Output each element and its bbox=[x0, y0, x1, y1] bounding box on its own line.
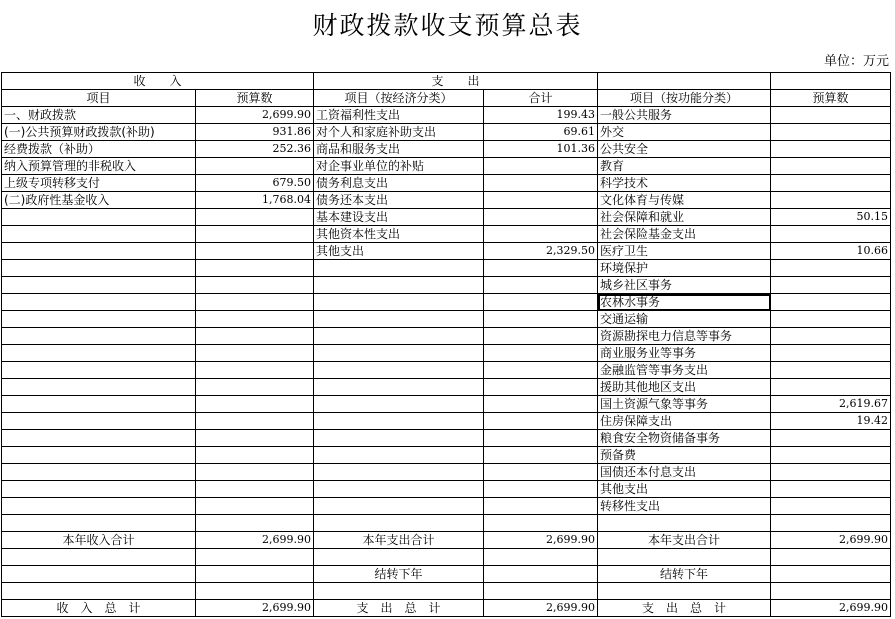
income-budget-cell[interactable] bbox=[196, 498, 314, 515]
economic-item-cell[interactable]: 对企事业单位的补贴 bbox=[314, 158, 484, 175]
table-cell[interactable] bbox=[2, 583, 196, 600]
table-row bbox=[2, 328, 891, 345]
table-row bbox=[2, 481, 891, 498]
table-row bbox=[2, 345, 891, 362]
table-cell[interactable] bbox=[196, 549, 314, 566]
functional-budget-cell[interactable] bbox=[771, 447, 891, 464]
functional-item-cell[interactable]: 粮食安全物资储备事务 bbox=[598, 430, 771, 447]
carry-forward-label[interactable]: 结转下年 bbox=[314, 566, 484, 583]
income-item-cell[interactable] bbox=[2, 226, 196, 243]
income-budget-cell[interactable] bbox=[196, 260, 314, 277]
grand-expense-label[interactable]: 支 出 总 计 bbox=[314, 600, 484, 617]
income-budget-cell[interactable] bbox=[196, 345, 314, 362]
col-header-budget[interactable]: 预算数 bbox=[196, 90, 314, 107]
carry-forward-row bbox=[2, 566, 891, 583]
income-budget-cell[interactable] bbox=[196, 379, 314, 396]
economic-total-cell[interactable] bbox=[484, 515, 598, 532]
economic-item-cell[interactable]: 其他资本性支出 bbox=[314, 226, 484, 243]
col-header-total[interactable]: 合计 bbox=[484, 90, 598, 107]
functional-budget-cell[interactable] bbox=[771, 379, 891, 396]
table-row bbox=[2, 447, 891, 464]
functional-item-cell[interactable]: 医疗卫生 bbox=[598, 243, 771, 260]
functional-item-cell[interactable]: 国土资源气象等事务 bbox=[598, 396, 771, 413]
economic-total-cell[interactable] bbox=[484, 158, 598, 175]
income-budget-cell[interactable] bbox=[196, 413, 314, 430]
economic-item-cell[interactable]: 基本建设支出 bbox=[314, 209, 484, 226]
page-title: 财政拨款收支预算总表 bbox=[312, 11, 583, 40]
economic-total-cell[interactable]: 101.36 bbox=[484, 141, 598, 158]
table-cell[interactable] bbox=[771, 583, 891, 600]
economic-total-cell[interactable] bbox=[484, 396, 598, 413]
economic-item-cell[interactable] bbox=[314, 362, 484, 379]
income-budget-cell[interactable] bbox=[196, 481, 314, 498]
functional-item-cell[interactable]: 社会保险基金支出 bbox=[598, 226, 771, 243]
economic-total-cell[interactable]: 199.43 bbox=[484, 107, 598, 124]
table-cell[interactable] bbox=[598, 583, 771, 600]
economic-total-cell[interactable] bbox=[484, 209, 598, 226]
economic-total-cell[interactable] bbox=[484, 447, 598, 464]
table-row bbox=[2, 277, 891, 294]
economic-total-cell[interactable] bbox=[484, 175, 598, 192]
economic-total-cell[interactable] bbox=[484, 294, 598, 311]
economic-total-cell[interactable] bbox=[484, 226, 598, 243]
economic-item-cell[interactable] bbox=[314, 260, 484, 277]
economic-total-cell[interactable] bbox=[484, 498, 598, 515]
income-item-cell[interactable] bbox=[2, 345, 196, 362]
functional-item-cell[interactable]: 环境保护 bbox=[598, 260, 771, 277]
functional-item-cell[interactable] bbox=[598, 515, 771, 532]
economic-item-cell[interactable] bbox=[314, 447, 484, 464]
table-cell[interactable] bbox=[196, 566, 314, 583]
functional-item-cell[interactable]: 科学技术 bbox=[598, 175, 771, 192]
table-row bbox=[2, 515, 891, 532]
table-row bbox=[2, 243, 891, 260]
table-cell[interactable] bbox=[598, 73, 771, 90]
income-item-cell[interactable]: (二)政府性基金收入 bbox=[2, 192, 196, 209]
functional-budget-cell[interactable] bbox=[771, 277, 891, 294]
functional-item-cell[interactable]: 文化体育与传媒 bbox=[598, 192, 771, 209]
functional-item-cell[interactable]: 资源勘探电力信息等事务 bbox=[598, 328, 771, 345]
income-item-cell[interactable]: 纳入预算管理的非税收入 bbox=[2, 158, 196, 175]
functional-budget-cell[interactable]: 10.66 bbox=[771, 243, 891, 260]
income-budget-cell[interactable] bbox=[196, 277, 314, 294]
functional-budget-cell[interactable] bbox=[771, 226, 891, 243]
income-item-cell[interactable] bbox=[2, 362, 196, 379]
functional-item-cell[interactable]: 援助其他地区支出 bbox=[598, 379, 771, 396]
functional-item-cell[interactable]: 商业服务业等事务 bbox=[598, 345, 771, 362]
income-item-cell[interactable] bbox=[2, 294, 196, 311]
grand-expense-value[interactable]: 2,699.90 bbox=[484, 600, 598, 617]
table-cell[interactable] bbox=[2, 549, 196, 566]
functional-budget-cell[interactable] bbox=[771, 362, 891, 379]
functional-budget-cell[interactable] bbox=[771, 260, 891, 277]
income-item-cell[interactable] bbox=[2, 311, 196, 328]
functional-budget-cell[interactable] bbox=[771, 481, 891, 498]
income-item-cell[interactable] bbox=[2, 464, 196, 481]
income-budget-cell[interactable] bbox=[196, 243, 314, 260]
economic-total-cell[interactable] bbox=[484, 345, 598, 362]
economic-total-cell[interactable] bbox=[484, 430, 598, 447]
income-budget-cell[interactable] bbox=[196, 209, 314, 226]
functional-budget-cell[interactable] bbox=[771, 311, 891, 328]
functional-item-cell[interactable]: 农林水事务 bbox=[598, 294, 771, 311]
table-cell[interactable] bbox=[314, 549, 484, 566]
economic-total-cell[interactable] bbox=[484, 481, 598, 498]
income-budget-cell[interactable]: 2,699.90 bbox=[196, 107, 314, 124]
income-total-value[interactable]: 2,699.90 bbox=[196, 532, 314, 549]
table-cell[interactable] bbox=[314, 583, 484, 600]
economic-total-cell[interactable]: 2,329.50 bbox=[484, 243, 598, 260]
carry-forward-label-2[interactable]: 结转下年 bbox=[598, 566, 771, 583]
function-total-value[interactable]: 2,699.90 bbox=[771, 532, 891, 549]
budget-table bbox=[1, 72, 891, 617]
functional-budget-cell[interactable] bbox=[771, 515, 891, 532]
col-header-functional-budget[interactable]: 预算数 bbox=[771, 90, 891, 107]
economic-item-cell[interactable] bbox=[314, 345, 484, 362]
income-item-cell[interactable]: 上级专项转移支付 bbox=[2, 175, 196, 192]
economic-item-cell[interactable] bbox=[314, 379, 484, 396]
header-row-1 bbox=[2, 73, 891, 90]
table-row bbox=[2, 175, 891, 192]
table-cell[interactable] bbox=[484, 566, 598, 583]
income-item-cell[interactable] bbox=[2, 515, 196, 532]
economic-item-cell[interactable] bbox=[314, 413, 484, 430]
table-cell[interactable] bbox=[771, 549, 891, 566]
income-budget-cell[interactable] bbox=[196, 396, 314, 413]
functional-budget-cell[interactable]: 19.42 bbox=[771, 413, 891, 430]
functional-item-cell[interactable]: 外交 bbox=[598, 124, 771, 141]
functional-budget-cell[interactable] bbox=[771, 328, 891, 345]
functional-budget-cell[interactable] bbox=[771, 192, 891, 209]
table-row bbox=[2, 158, 891, 175]
table-row bbox=[2, 430, 891, 447]
table-row bbox=[2, 294, 891, 311]
income-item-cell[interactable] bbox=[2, 379, 196, 396]
income-budget-cell[interactable] bbox=[196, 328, 314, 345]
income-item-cell[interactable] bbox=[2, 260, 196, 277]
grand-function-label[interactable]: 支 出 总 计 bbox=[598, 600, 771, 617]
income-budget-cell[interactable] bbox=[196, 447, 314, 464]
economic-item-cell[interactable]: 工资福利性支出 bbox=[314, 107, 484, 124]
table-row bbox=[2, 311, 891, 328]
table-cell[interactable] bbox=[484, 583, 598, 600]
functional-budget-cell[interactable]: 2,619.67 bbox=[771, 396, 891, 413]
economic-item-cell[interactable]: 债务利息支出 bbox=[314, 175, 484, 192]
functional-item-cell[interactable]: 其他支出 bbox=[598, 481, 771, 498]
table-row bbox=[2, 226, 891, 243]
economic-total-cell[interactable] bbox=[484, 260, 598, 277]
function-total-label[interactable]: 本年支出合计 bbox=[598, 532, 771, 549]
economic-item-cell[interactable] bbox=[314, 515, 484, 532]
functional-item-cell[interactable]: 公共安全 bbox=[598, 141, 771, 158]
functional-item-cell[interactable]: 社会保障和就业 bbox=[598, 209, 771, 226]
income-budget-cell[interactable]: 252.36 bbox=[196, 141, 314, 158]
economic-total-cell[interactable] bbox=[484, 328, 598, 345]
income-item-cell[interactable] bbox=[2, 209, 196, 226]
economic-total-cell[interactable] bbox=[484, 311, 598, 328]
income-item-cell[interactable] bbox=[2, 328, 196, 345]
table-cell[interactable] bbox=[598, 549, 771, 566]
income-item-cell[interactable] bbox=[2, 447, 196, 464]
table-row bbox=[2, 498, 891, 515]
income-item-cell[interactable] bbox=[2, 481, 196, 498]
unit-label: 单位：万元 bbox=[823, 54, 889, 69]
functional-budget-cell[interactable]: 50.15 bbox=[771, 209, 891, 226]
table-cell[interactable] bbox=[2, 566, 196, 583]
functional-item-cell[interactable]: 交通运输 bbox=[598, 311, 771, 328]
income-item-cell[interactable] bbox=[2, 430, 196, 447]
income-header[interactable]: 收 入 bbox=[2, 73, 314, 90]
functional-budget-cell[interactable] bbox=[771, 294, 891, 311]
table-row bbox=[2, 464, 891, 481]
economic-total-cell[interactable] bbox=[484, 379, 598, 396]
table-row bbox=[2, 124, 891, 141]
economic-item-cell[interactable] bbox=[314, 311, 484, 328]
table-cell[interactable] bbox=[771, 566, 891, 583]
grand-totals-row bbox=[2, 600, 891, 617]
income-item-cell[interactable]: 经费拨款（补助） bbox=[2, 141, 196, 158]
table-row bbox=[2, 107, 891, 124]
table-row bbox=[2, 260, 891, 277]
income-item-cell[interactable] bbox=[2, 277, 196, 294]
functional-budget-cell[interactable] bbox=[771, 107, 891, 124]
col-header-item[interactable]: 项目 bbox=[2, 90, 196, 107]
income-budget-cell[interactable] bbox=[196, 430, 314, 447]
economic-total-cell[interactable] bbox=[484, 413, 598, 430]
table-cell[interactable] bbox=[484, 549, 598, 566]
income-item-cell[interactable] bbox=[2, 243, 196, 260]
table-row bbox=[2, 379, 891, 396]
functional-budget-cell[interactable] bbox=[771, 141, 891, 158]
table-row bbox=[2, 396, 891, 413]
functional-item-cell[interactable]: 国债还本付息支出 bbox=[598, 464, 771, 481]
economic-item-cell[interactable]: 对个人和家庭补助支出 bbox=[314, 124, 484, 141]
table-row bbox=[2, 141, 891, 158]
col-header-functional-item[interactable]: 项目（按功能分类） bbox=[598, 90, 771, 107]
economic-item-cell[interactable] bbox=[314, 481, 484, 498]
income-item-cell[interactable] bbox=[2, 413, 196, 430]
functional-item-cell[interactable]: 城乡社区事务 bbox=[598, 277, 771, 294]
economic-item-cell[interactable] bbox=[314, 294, 484, 311]
functional-budget-cell[interactable] bbox=[771, 498, 891, 515]
header-row-2 bbox=[2, 90, 891, 107]
economic-item-cell[interactable]: 其他支出 bbox=[314, 243, 484, 260]
grand-function-value[interactable]: 2,699.90 bbox=[771, 600, 891, 617]
income-budget-cell[interactable]: 679.50 bbox=[196, 175, 314, 192]
income-total-label[interactable]: 本年收入合计 bbox=[2, 532, 196, 549]
economic-total-cell[interactable] bbox=[484, 192, 598, 209]
income-budget-cell[interactable] bbox=[196, 464, 314, 481]
economic-item-cell[interactable]: 债务还本支出 bbox=[314, 192, 484, 209]
income-item-cell[interactable] bbox=[2, 396, 196, 413]
economic-item-cell[interactable] bbox=[314, 430, 484, 447]
table-cell[interactable] bbox=[771, 73, 891, 90]
economic-item-cell[interactable] bbox=[314, 396, 484, 413]
col-header-economic-item[interactable]: 项目（按经济分类） bbox=[314, 90, 484, 107]
economic-total-cell[interactable] bbox=[484, 277, 598, 294]
functional-budget-cell[interactable] bbox=[771, 158, 891, 175]
year-totals-row bbox=[2, 532, 891, 549]
functional-item-cell[interactable]: 住房保障支出 bbox=[598, 413, 771, 430]
grand-income-label[interactable]: 收 入 总 计 bbox=[2, 600, 196, 617]
economic-total-cell[interactable] bbox=[484, 362, 598, 379]
income-budget-cell[interactable] bbox=[196, 294, 314, 311]
empty-row bbox=[2, 549, 891, 566]
functional-item-cell[interactable]: 转移性支出 bbox=[598, 498, 771, 515]
functional-budget-cell[interactable] bbox=[771, 124, 891, 141]
functional-item-cell[interactable]: 一般公共服务 bbox=[598, 107, 771, 124]
expense-header[interactable]: 支 出 bbox=[314, 73, 598, 90]
table-cell[interactable] bbox=[196, 583, 314, 600]
table-row bbox=[2, 209, 891, 226]
functional-budget-cell[interactable] bbox=[771, 175, 891, 192]
income-item-cell[interactable]: 一、财政拨款 bbox=[2, 107, 196, 124]
functional-item-cell[interactable]: 教育 bbox=[598, 158, 771, 175]
expense-total-label[interactable]: 本年支出合计 bbox=[314, 532, 484, 549]
grand-income-value[interactable]: 2,699.90 bbox=[196, 600, 314, 617]
economic-total-cell[interactable] bbox=[484, 464, 598, 481]
income-budget-cell[interactable]: 1,768.04 bbox=[196, 192, 314, 209]
economic-item-cell[interactable]: 商品和服务支出 bbox=[314, 141, 484, 158]
functional-item-cell[interactable]: 金融监管等事务支出 bbox=[598, 362, 771, 379]
functional-item-cell[interactable]: 预备费 bbox=[598, 447, 771, 464]
economic-item-cell[interactable] bbox=[314, 328, 484, 345]
table-row bbox=[2, 192, 891, 209]
functional-budget-cell[interactable] bbox=[771, 345, 891, 362]
economic-item-cell[interactable] bbox=[314, 277, 484, 294]
economic-item-cell[interactable] bbox=[314, 498, 484, 515]
income-item-cell[interactable]: (一)公共预算财政拨款(补助) bbox=[2, 124, 196, 141]
functional-budget-cell[interactable] bbox=[771, 430, 891, 447]
economic-item-cell[interactable] bbox=[314, 464, 484, 481]
income-budget-cell[interactable] bbox=[196, 362, 314, 379]
empty-row bbox=[2, 583, 891, 600]
income-item-cell[interactable] bbox=[2, 498, 196, 515]
economic-total-cell[interactable]: 69.61 bbox=[484, 124, 598, 141]
income-budget-cell[interactable] bbox=[196, 158, 314, 175]
income-budget-cell[interactable] bbox=[196, 515, 314, 532]
table-row bbox=[2, 362, 891, 379]
expense-total-value[interactable]: 2,699.90 bbox=[484, 532, 598, 549]
income-budget-cell[interactable]: 931.86 bbox=[196, 124, 314, 141]
income-budget-cell[interactable] bbox=[196, 311, 314, 328]
functional-budget-cell[interactable] bbox=[771, 464, 891, 481]
income-budget-cell[interactable] bbox=[196, 226, 314, 243]
table-row bbox=[2, 413, 891, 430]
